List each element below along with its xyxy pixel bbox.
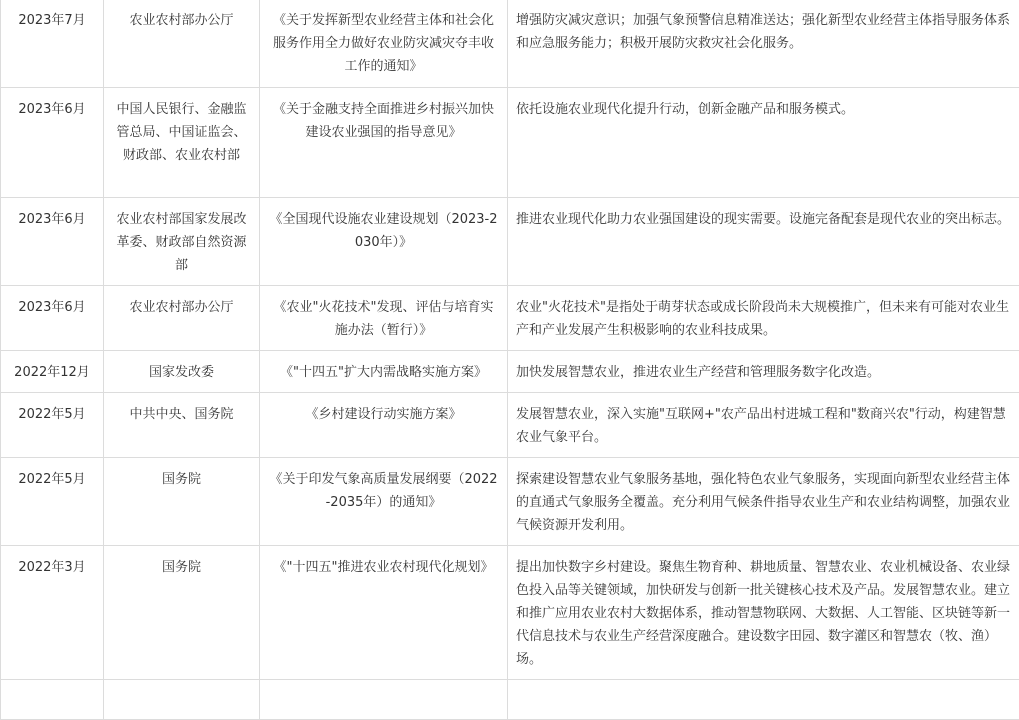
department-cell xyxy=(104,680,260,720)
content-cell: 农业"火花技术"是指处于萌芽状态或成长阶段尚未大规模推广，但未来有可能对农业生产和产业发展产生积极影响的农业科技成果。 xyxy=(508,286,1019,351)
table-row xyxy=(1,351,1019,393)
department-cell: 农业农村部国家发展改革委、财政部自然资源部 xyxy=(104,198,260,286)
table-row xyxy=(1,458,1019,546)
date-cell: 2022年5月 xyxy=(1,458,104,546)
document-cell: 《关于印发气象高质量发展纲要（2022-2035年）的通知》 xyxy=(260,458,508,546)
table-row xyxy=(1,198,1019,286)
document-cell: 《"十四五"推进农业农村现代化规划》 xyxy=(260,546,508,680)
date-cell: 2022年12月 xyxy=(1,351,104,393)
document-cell: 《全国现代设施农业建设规划（2023-2030年）》 xyxy=(260,198,508,286)
content-cell: 提出加快数字乡村建设。聚焦生物育种、耕地质量、智慧农业、农业机械设备、农业绿色投入品等关键领域，加快研发与创新一批关键核心技术及产品。发展智慧农业。建立和推广应用农业农村大数据体系，推动智慧物联网、大数据、人工智能、区块链等新一代信息技术与农业生产经营深度融合。建设数字田园、数字灌区和智慧农（牧、渔）场。 xyxy=(508,546,1019,680)
content-cell: 推进农业现代化助力农业强国建设的现实需要。设施完备配套是现代农业的突出标志。 xyxy=(508,198,1019,286)
date-cell: 2022年3月 xyxy=(1,546,104,680)
date-cell: 2023年6月 xyxy=(1,286,104,351)
document-cell: 《关于发挥新型农业经营主体和社会化服务作用全力做好农业防灾减灾夺丰收工作的通知》 xyxy=(260,0,508,88)
date-cell: 2023年6月 xyxy=(1,198,104,286)
department-cell: 国家发改委 xyxy=(104,351,260,393)
table-row xyxy=(1,88,1019,198)
date-cell: 2023年6月 xyxy=(1,88,104,198)
date-cell: 2022年5月 xyxy=(1,393,104,458)
content-cell xyxy=(508,680,1019,720)
content-cell: 增强防灾减灾意识；加强气象预警信息精准送达；强化新型农业经营主体指导服务体系和应急服务能力；积极开展防灾救灾社会化服务。 xyxy=(508,0,1019,88)
department-cell: 农业农村部办公厅 xyxy=(104,0,260,88)
table-row xyxy=(1,0,1019,88)
department-cell: 国务院 xyxy=(104,458,260,546)
document-cell xyxy=(260,680,508,720)
table-row xyxy=(1,393,1019,458)
document-cell: 《"十四五"扩大内需战略实施方案》 xyxy=(260,351,508,393)
department-cell: 中国人民银行、金融监管总局、中国证监会、财政部、农业农村部 xyxy=(104,88,260,198)
date-cell xyxy=(1,680,104,720)
department-cell: 中共中央、国务院 xyxy=(104,393,260,458)
table-row xyxy=(1,680,1019,720)
table-row xyxy=(1,286,1019,351)
table-row xyxy=(1,546,1019,680)
document-cell: 《农业"火花技术"发现、评估与培育实施办法（暂行）》 xyxy=(260,286,508,351)
department-cell: 国务院 xyxy=(104,546,260,680)
content-cell: 依托设施农业现代化提升行动，创新金融产品和服务模式。 xyxy=(508,88,1019,198)
content-cell: 发展智慧农业，深入实施"互联网+"农产品出村进城工程和"数商兴农"行动，构建智慧农业气象平台。 xyxy=(508,393,1019,458)
content-cell: 加快发展智慧农业，推进农业生产经营和管理服务数字化改造。 xyxy=(508,351,1019,393)
department-cell: 农业农村部办公厅 xyxy=(104,286,260,351)
document-cell: 《乡村建设行动实施方案》 xyxy=(260,393,508,458)
document-cell: 《关于金融支持全面推进乡村振兴加快建设农业强国的指导意见》 xyxy=(260,88,508,198)
content-cell: 探索建设智慧农业气象服务基地，强化特色农业气象服务，实现面向新型农业经营主体的直通式气象服务全覆盖。充分利用气候条件指导农业生产和农业结构调整，加强农业气候资源开发利用。 xyxy=(508,458,1019,546)
date-cell: 2023年7月 xyxy=(1,0,104,88)
